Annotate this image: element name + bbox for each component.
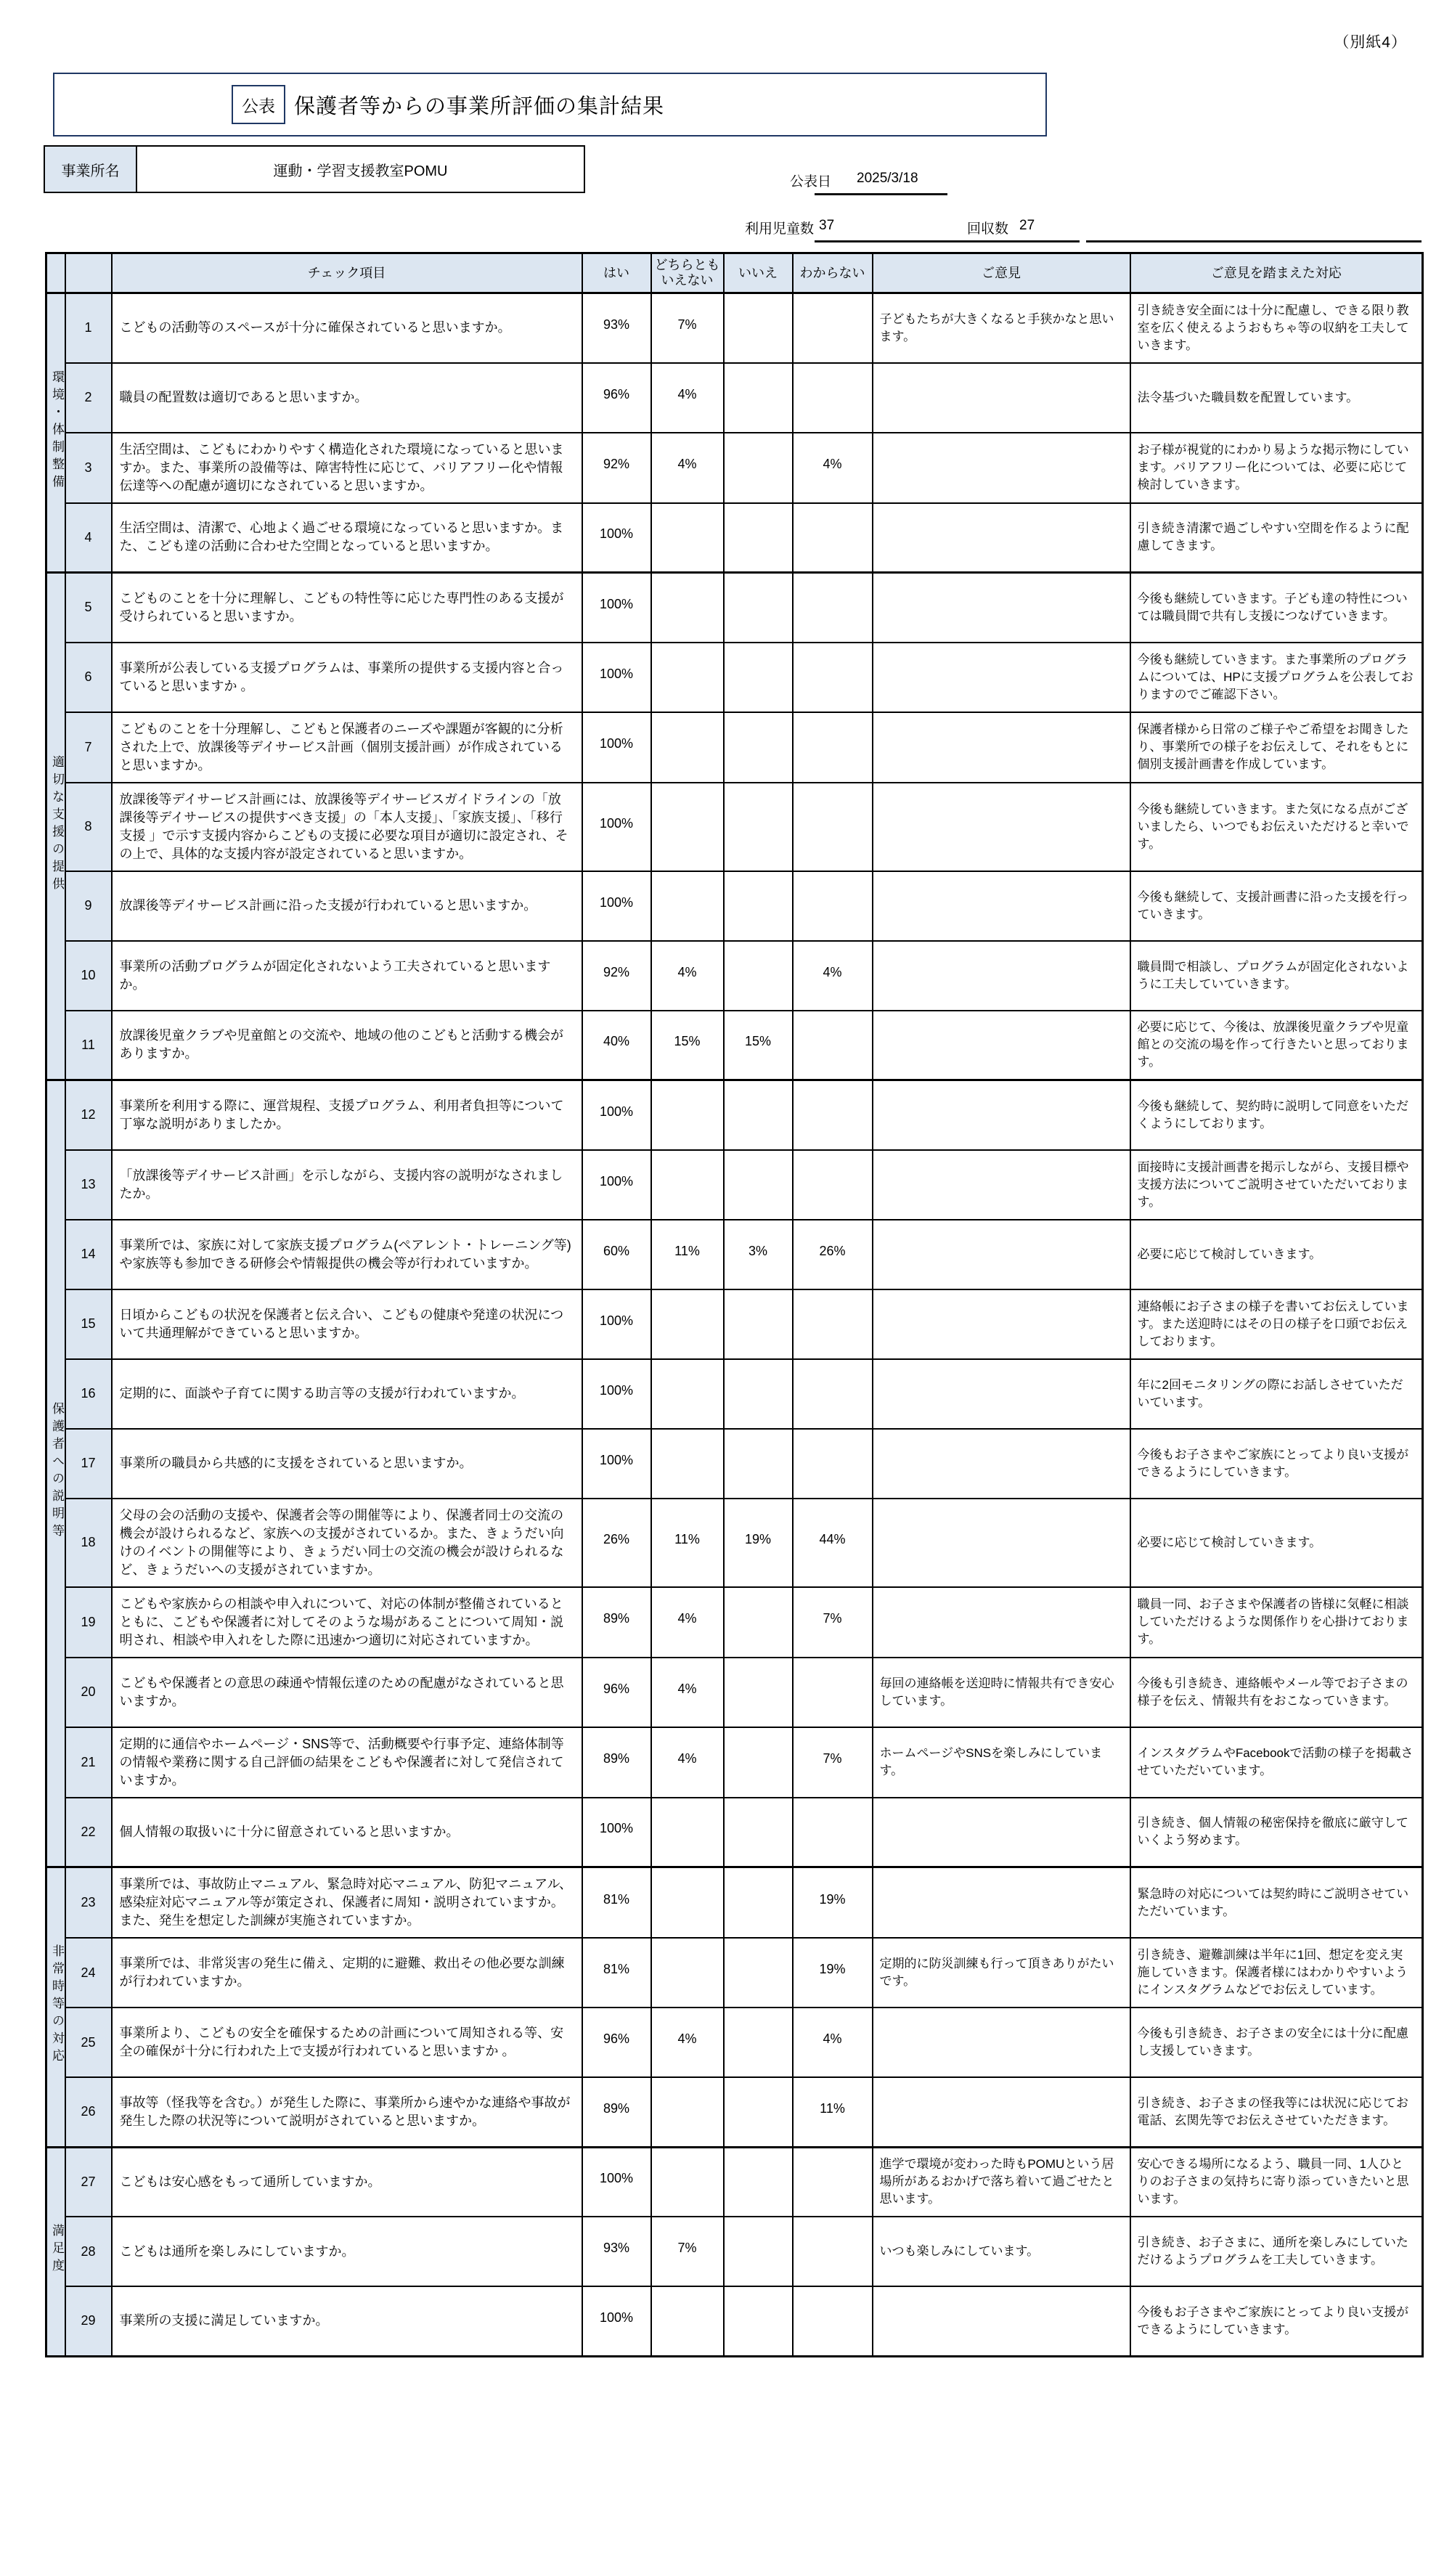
pct-yes: 96% [582,2008,651,2077]
publish-date-value: 2025/3/18 [857,171,918,186]
pct-no [724,1359,793,1429]
evaluation-row [46,1150,1423,1220]
pct-neither [651,783,724,871]
pct-neither [651,871,724,941]
pct-no [724,2147,793,2217]
user-count-underline [815,219,1080,242]
opinion-cell [873,2286,1130,2356]
check-item: 事業所では、家族に対して家族支援プログラム(ペアレント・トレーニング等)や家族等も参加できる研修会や情報提供の機会等が行われていますか。 [112,1220,582,1289]
pct-yes: 89% [582,1587,651,1658]
evaluation-row [46,1429,1423,1499]
row-number: 29 [65,2286,112,2356]
pct-yes: 100% [582,712,651,783]
pct-no [724,573,793,643]
pct-unknown [793,293,873,363]
evaluation-row [46,871,1423,941]
pct-yes: 100% [582,871,651,941]
pct-unknown [793,1080,873,1150]
check-item: 事業所を利用する際に、運営規程、支援プログラム、利用者負担等について丁寧な説明がありましたか。 [112,1080,582,1150]
check-item: こどもは通所を楽しみにしていますか。 [112,2217,582,2286]
row-number: 1 [65,293,112,363]
check-item: 放課後児童クラブや児童館との交流や、地域の他のこどもと活動する機会がありますか。 [112,1011,582,1080]
category-label [46,1080,65,1867]
response-cell: 今後も継続して、契約時に説明して同意をいただくようにしております。 [1130,1080,1423,1150]
response-cell: 今後も継続していきます。また事業所のプログラムについては、HPに支援プログラムを公表しておりますのでご確認下さい。 [1130,643,1423,712]
pct-neither [651,1429,724,1499]
row-number: 5 [65,573,112,643]
response-cell: 今後も継続していきます。また気になる点がございましたら、いつでもお伝えいただけると幸いです。 [1130,783,1423,871]
evaluation-row [46,1867,1423,1939]
pct-neither: 4% [651,1658,724,1727]
response-cell: 職員一同、お子さまや保護者の皆様に気軽に相談していただけるような関係作りを心掛けております。 [1130,1587,1423,1658]
office-name-label: 事業所名 [44,145,137,193]
evaluation-row [46,941,1423,1011]
category-label-text: 環境・体制整備 [50,370,64,492]
pct-unknown [793,363,873,433]
pct-no: 19% [724,1499,793,1587]
header-response: ご意見を踏まえた対応 [1130,253,1423,293]
pct-neither [651,1080,724,1150]
response-cell: 連絡帳にお子さまの様子を書いてお伝えしています。また送迎時にはその日の様子を口頭でお伝えしております。 [1130,1289,1423,1359]
pct-unknown: 44% [793,1499,873,1587]
pct-neither [651,1938,724,2008]
response-cell: 引き続き、避難訓練は半年に1回、想定を変え実施していきます。保護者様にはわかりやすいようにインスタグラムなどでお伝えしています。 [1130,1938,1423,2008]
row-number: 22 [65,1798,112,1867]
response-cell: 職員間で相談し、プログラムが固定化されないように工夫していていきます。 [1130,941,1423,1011]
evaluation-row [46,643,1423,712]
pct-unknown: 7% [793,1587,873,1658]
check-item: 日頃からこどもの状況を保護者と伝え合い、こどもの健康や発達の状況について共通理解ができていると思いますか。 [112,1289,582,1359]
opinion-cell [873,712,1130,783]
pct-neither: 4% [651,433,724,503]
opinion-cell [873,363,1130,433]
check-item: 事業所の活動プログラムが固定化されないよう工夫されていると思いますか。 [112,941,582,1011]
pct-no [724,433,793,503]
header-no: いいえ [724,253,793,293]
pct-no [724,871,793,941]
row-number: 17 [65,1429,112,1499]
page-title: 保護者等からの事業所評価の集計結果 [294,94,665,118]
category-label [46,1867,65,2148]
evaluation-row [46,712,1423,783]
pct-neither [651,2077,724,2147]
pct-yes: 92% [582,433,651,503]
pct-no [724,2008,793,2077]
row-number: 19 [65,1587,112,1658]
pct-yes: 100% [582,1798,651,1867]
pct-neither [651,1867,724,1939]
pct-neither: 11% [651,1499,724,1587]
row-number: 25 [65,2008,112,2077]
pct-unknown: 4% [793,2008,873,2077]
pct-neither [651,2286,724,2356]
pct-neither: 4% [651,1587,724,1658]
pct-yes: 100% [582,573,651,643]
pct-yes: 89% [582,2077,651,2147]
pct-no [724,293,793,363]
response-cell: 今後も継続していきます。子ども達の特性については職員間で共有し支援につなげていきます。 [1130,573,1423,643]
check-item: 父母の会の活動の支援や、保護者会等の開催等により、保護者同士の交流の機会が設けられるなど、家族への支援がされているか。また、きょうだい向けのイベントの開催等により、きょうだい同士の交流の機会が設けられるなど、きょうだいへの支援がされていますか。 [112,1499,582,1587]
response-cell: 引き続き、個人情報の秘密保持を徹底に厳守していくよう努めます。 [1130,1798,1423,1867]
header-blank-number [65,253,112,293]
office-name-value: 運動・学習支援教室POMU [137,145,585,193]
pct-no [724,503,793,573]
category-label-text: 保護者への説明等 [50,1402,64,1541]
row-number: 21 [65,1727,112,1798]
user-count-label: 利用児童数 [745,221,815,237]
evaluation-row [46,1220,1423,1289]
evaluation-row [46,2147,1423,2217]
evaluation-row [46,2286,1423,2356]
response-cell: 引き続き、お子さまに、通所を楽しみにしていただけるようプログラムを工夫していきます。 [1130,2217,1423,2286]
pct-no [724,1658,793,1727]
row-number: 13 [65,1150,112,1220]
row-number: 20 [65,1658,112,1727]
evaluation-row [46,573,1423,643]
pct-unknown [793,1289,873,1359]
opinion-cell [873,2077,1130,2147]
check-item: 生活空間は、清潔で、心地よく過ごせる環境になっていると思いますか。また、こども達の活動に合わせた空間となっていると思いますか。 [112,503,582,573]
evaluation-row [46,1359,1423,1429]
pct-no [724,1080,793,1150]
pct-yes: 81% [582,1867,651,1939]
check-item: 事業所が公表している支援プログラムは、事業所の提供する支援内容と合っていると思いますか 。 [112,643,582,712]
response-cell: 今後もお子さまやご家族にとってより良い支援ができるようにしていきます。 [1130,2286,1423,2356]
pct-no [724,1429,793,1499]
check-item: こどものことを十分に理解し、こどもの特性等に応じた専門性のある支援が受けられていると思いますか。 [112,573,582,643]
response-cell: 法令基づいた職員数を配置しています。 [1130,363,1423,433]
opinion-cell [873,2008,1130,2077]
pct-yes: 100% [582,2286,651,2356]
row-number: 28 [65,2217,112,2286]
opinion-cell: 進学で環境が変わった時もPOMUという居場所があるおかげで落ち着いて過ごせたと思います。 [873,2147,1130,2217]
evaluation-row [46,363,1423,433]
check-item: 放課後等デイサービス計画には、放課後等デイサービスガイドラインの「放課後等デイサービスの提供すべき支援」の「本人支援」、「家族支援」、「移行支援 」で示す支援内容からこどもの支援に必要な項目が適切に設定され、その上で、具体的な支援内容が設定されていると思いますか。 [112,783,582,871]
evaluation-row [46,1938,1423,2008]
opinion-cell [873,1150,1130,1220]
publish-date-underline [815,171,947,195]
row-number: 14 [65,1220,112,1289]
pct-yes: 100% [582,503,651,573]
category-label [46,573,65,1080]
pct-neither [651,1150,724,1220]
pct-yes: 60% [582,1220,651,1289]
header-blank-category [46,253,65,293]
pct-unknown [793,871,873,941]
row-number: 15 [65,1289,112,1359]
opinion-cell: いつも楽しみにしています。 [873,2217,1130,2286]
publish-date-label: 公表日 [790,174,832,189]
collected-count-underline [1086,219,1422,242]
pct-neither [651,503,724,573]
evaluation-row [46,503,1423,573]
header-unknown: わからない [793,253,873,293]
header-check-item: チェック項目 [112,253,582,293]
pct-unknown [793,1429,873,1499]
pct-unknown: 19% [793,1938,873,2008]
pct-unknown: 11% [793,2077,873,2147]
evaluation-row [46,2077,1423,2147]
header-opinion: ご意見 [873,253,1130,293]
user-count-value: 37 [819,218,835,233]
pct-yes: 100% [582,783,651,871]
pct-yes: 100% [582,1150,651,1220]
evaluation-row [46,2217,1423,2286]
evaluation-row [46,783,1423,871]
response-cell: 引き続き清潔で過ごしやすい空間を作るように配慮してきます。 [1130,503,1423,573]
pct-no [724,783,793,871]
pct-neither: 7% [651,2217,724,2286]
response-cell: 必要に応じて、今後は、放課後児童クラブや児童館との交流の場を作って行きたいと思っております。 [1130,1011,1423,1080]
opinion-cell [873,1798,1130,1867]
response-cell: 年に2回モニタリングの際にお話しさせていただいています。 [1130,1359,1423,1429]
pct-yes: 100% [582,2147,651,2217]
pct-no [724,2286,793,2356]
evaluation-row [46,1499,1423,1587]
pct-unknown [793,643,873,712]
response-cell: 必要に応じて検討していきます。 [1130,1220,1423,1289]
category-label [46,2147,65,2356]
opinion-cell [873,1220,1130,1289]
check-item: こどもの活動等のスペースが十分に確保されていると思いますか。 [112,293,582,363]
check-item: 職員の配置数は適切であると思いますか。 [112,363,582,433]
response-cell: 安心できる場所になるよう、職員一同、1人ひとりのお子さまの気持ちに寄り添っていきたいと思います。 [1130,2147,1423,2217]
pct-no [724,1938,793,2008]
response-cell: インスタグラムやFacebookで活動の様子を掲載させていただいています。 [1130,1727,1423,1798]
pct-neither: 4% [651,941,724,1011]
pct-yes: 89% [582,1727,651,1798]
pct-neither [651,1798,724,1867]
pct-yes: 96% [582,1658,651,1727]
response-cell: 今後もお子さまやご家族にとってより良い支援ができるようにしていきます。 [1130,1429,1423,1499]
row-number: 10 [65,941,112,1011]
collected-count-value: 27 [1019,218,1035,233]
pct-neither: 7% [651,293,724,363]
opinion-cell [873,1867,1130,1939]
pct-neither [651,2147,724,2217]
evaluation-row [46,1587,1423,1658]
row-number: 2 [65,363,112,433]
pct-no [724,1727,793,1798]
collected-count-label: 回収数 [967,221,1009,237]
check-item: 生活空間は、こどもにわかりやすく構造化された環境になっていると思いますか。また、事業所の設備等は、障害特性に応じて、バリアフリー化や情報伝達等への配慮が適切になされていると思いますか。 [112,433,582,503]
pct-no [724,1150,793,1220]
check-item: こどもは安心感をもって通所していますか。 [112,2147,582,2217]
pct-no [724,1867,793,1939]
opinion-cell [873,1080,1130,1150]
pct-no [724,712,793,783]
pct-no [724,643,793,712]
row-number: 7 [65,712,112,783]
row-number: 6 [65,643,112,712]
evaluation-row [46,1727,1423,1798]
pct-no [724,2217,793,2286]
row-number: 4 [65,503,112,573]
evaluation-table [45,252,1424,2357]
category-label-text: 適切な支援の提供 [50,754,64,894]
pct-yes: 96% [582,363,651,433]
pct-no [724,1289,793,1359]
pct-yes: 100% [582,1359,651,1429]
category-label-text: 非常時等の対応 [50,1944,64,2066]
pct-yes: 26% [582,1499,651,1587]
header-neither: どちらとも いえない [651,253,724,293]
pct-neither: 4% [651,2008,724,2077]
table-header-row [46,253,1423,293]
response-cell: 今後も引き続き、連絡帳やメール等でお子さまの様子を伝え、情報共有をおこなっていきます。 [1130,1658,1423,1727]
opinion-cell [873,1499,1130,1587]
opinion-cell: 子どもたちが大きくなると手狭かなと思います。 [873,293,1130,363]
evaluation-row [46,1798,1423,1867]
check-item: 事業所では、非常災害の発生に備え、定期的に避難、救出その他必要な訓練が行われていますか。 [112,1938,582,2008]
pct-yes: 100% [582,1289,651,1359]
opinion-cell [873,573,1130,643]
check-item: こどもや保護者との意思の疎通や情報伝達のための配慮がなされていると思いますか。 [112,1658,582,1727]
check-item: 事業所の支援に満足していますか。 [112,2286,582,2356]
pct-unknown [793,2286,873,2356]
row-number: 24 [65,1938,112,2008]
category-label-text: 満足度 [50,2223,64,2276]
row-number: 9 [65,871,112,941]
check-item: 「放課後等デイサービス計画」を示しながら、支援内容の説明がなされましたか。 [112,1150,582,1220]
pct-unknown: 26% [793,1220,873,1289]
opinion-cell [873,643,1130,712]
pct-unknown: 7% [793,1727,873,1798]
response-cell: 面接時に支援計画書を掲示しながら、支援目標や支援方法についてご説明させていただいております。 [1130,1150,1423,1220]
check-item: 個人情報の取扱いに十分に留意されていると思いますか。 [112,1798,582,1867]
row-number: 23 [65,1867,112,1939]
pct-yes: 100% [582,643,651,712]
pct-unknown [793,712,873,783]
opinion-cell [873,1587,1130,1658]
check-item: 定期的に、面談や子育てに関する助言等の支援が行われていますか。 [112,1359,582,1429]
pct-unknown [793,1011,873,1080]
row-number: 27 [65,2147,112,2217]
opinion-cell [873,433,1130,503]
check-item: 事故等（怪我等を含む。）が発生した際に、事業所から速やかな連絡や事故が発生した際の状況等について説明がされていると思いますか。 [112,2077,582,2147]
pct-yes: 93% [582,2217,651,2286]
evaluation-row [46,2008,1423,2077]
response-cell: お子様が視覚的にわかり易ような掲示物にしています。バリアフリー化については、必要に応じて検討していきます。 [1130,433,1423,503]
row-number: 18 [65,1499,112,1587]
check-item: こどもや家族からの相談や申入れについて、対応の体制が整備されているとともに、こどもや保護者に対してそのような場があることについて周知・説明され、相談や申入れをした際に迅速かつ適切に対応されていますか。 [112,1587,582,1658]
office-name-row [44,145,585,193]
row-number: 8 [65,783,112,871]
pct-no: 3% [724,1220,793,1289]
header-yes: はい [582,253,651,293]
pct-yes: 93% [582,293,651,363]
pct-yes: 100% [582,1080,651,1150]
pct-no [724,1798,793,1867]
pct-unknown [793,573,873,643]
opinion-cell: 毎回の連絡帳を送迎時に情報共有でき安心しています。 [873,1658,1130,1727]
pct-yes: 81% [582,1938,651,2008]
opinion-cell [873,783,1130,871]
pct-neither [651,712,724,783]
title-box [53,73,1047,136]
pct-neither: 11% [651,1220,724,1289]
response-cell: 今後も引き続き、お子さまの安全には十分に配慮し支援していきます。 [1130,2008,1423,2077]
opinion-cell [873,1429,1130,1499]
evaluation-row [46,293,1423,363]
response-cell: 保護者様から日常のご様子やご希望をお聞きしたり、事業所での様子をお伝えして、それをもとに個別支援計画書を作成しています。 [1130,712,1423,783]
evaluation-row [46,1289,1423,1359]
pct-unknown: 19% [793,1867,873,1939]
pct-neither: 4% [651,363,724,433]
opinion-cell [873,871,1130,941]
check-item: こどものことを十分理解し、こどもと保護者のニーズや課題が客観的に分析された上で、放課後等デイサービス計画（個別支援計画）が作成されていると思いますか。 [112,712,582,783]
check-item: 放課後等デイサービス計画に沿った支援が行われていると思いますか。 [112,871,582,941]
pct-no: 15% [724,1011,793,1080]
check-item: 事業所の職員から共感的に支援をされていると思いますか。 [112,1429,582,1499]
pct-neither [651,1289,724,1359]
pct-unknown [793,2147,873,2217]
response-cell: 今後も継続して、支援計画書に沿った支援を行っていきます。 [1130,871,1423,941]
response-cell: 引き続き、お子さまの怪我等には状況に応じてお電話、玄関先等でお伝えさせていただきます。 [1130,2077,1423,2147]
pct-unknown [793,1359,873,1429]
pct-yes: 100% [582,1429,651,1499]
response-cell: 必要に応じて検討していきます。 [1130,1499,1423,1587]
evaluation-row [46,1011,1423,1080]
attachment-number: （別紙4） [1334,34,1407,51]
evaluation-row [46,1658,1423,1727]
opinion-cell [873,503,1130,573]
pct-no [724,363,793,433]
pct-neither: 4% [651,1727,724,1798]
row-number: 26 [65,2077,112,2147]
opinion-cell [873,1289,1130,1359]
pct-unknown [793,1658,873,1727]
pct-unknown [793,503,873,573]
pct-neither [651,643,724,712]
check-item: 事業所では、事故防止マニュアル、緊急時対応マニュアル、防犯マニュアル、感染症対応マニュアル等が策定され、保護者に周知・説明されていますか。また、発生を想定した訓練が実施されていますか。 [112,1867,582,1939]
pct-unknown: 4% [793,433,873,503]
pct-yes: 92% [582,941,651,1011]
pct-no [724,1587,793,1658]
pct-neither [651,1359,724,1429]
pct-neither: 15% [651,1011,724,1080]
row-number: 11 [65,1011,112,1080]
opinion-cell [873,1011,1130,1080]
opinion-cell: 定期的に防災訓練も行って頂きありがたいです。 [873,1938,1130,2008]
opinion-cell [873,941,1130,1011]
pct-neither [651,573,724,643]
evaluation-row [46,1080,1423,1150]
check-item: 定期的に通信やホームページ・SNS等で、活動概要や行事予定、連絡体制等の情報や業務に関する自己評価の結果をこどもや保護者に対して発信されていますか。 [112,1727,582,1798]
row-number: 3 [65,433,112,503]
opinion-cell [873,1359,1130,1429]
pct-unknown [793,1798,873,1867]
response-cell: 緊急時の対応については契約時にご説明させていただいています。 [1130,1867,1423,1939]
pct-no [724,941,793,1011]
row-number: 12 [65,1080,112,1150]
pct-unknown [793,783,873,871]
pct-unknown [793,1150,873,1220]
category-label [46,293,65,573]
pct-no [724,2077,793,2147]
opinion-cell: ホームページやSNSを楽しみにしています。 [873,1727,1130,1798]
row-number: 16 [65,1359,112,1429]
evaluation-row [46,433,1423,503]
pct-yes: 40% [582,1011,651,1080]
publication-badge: 公表 [232,85,285,124]
pct-unknown: 4% [793,941,873,1011]
check-item: 事業所より、こどもの安全を確保するための計画について周知される等、安全の確保が十分に行われた上で支援が行われていると思いますか 。 [112,2008,582,2077]
response-cell: 引き続き安全面には十分に配慮し、できる限り教室を広く使えるようおもちゃ等の収納を工夫していきます。 [1130,293,1423,363]
pct-unknown [793,2217,873,2286]
